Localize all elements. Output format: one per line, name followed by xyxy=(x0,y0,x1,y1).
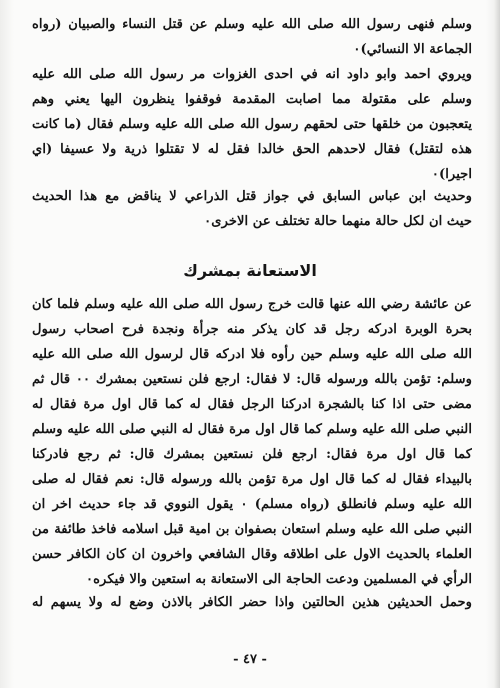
paragraph-5-line-1: وحمل الحديثين هذين الحالتين واذا حضر الكافر بالاذن وضع له ولا يسهم له xyxy=(32,595,472,610)
paragraph-4-line-7: كما قال اول مرة فقال: ارجع فلن نستعين بمشرك قال: ثم رجع فادركنا xyxy=(32,447,472,462)
paragraph-4-line-8: بالبيداء فقال له كما قال اول مرة تؤمن بالله ورسوله قال: نعم فقال له صلى xyxy=(32,472,472,487)
paragraph-4-line-3: الله صلى الله عليه وسلم حين رأوه فلا ادركه قال لرسول الله صلى الله عليه xyxy=(32,347,472,362)
paragraph-2-line-2: وسلم على مقتولة مما اصابت المقدمة فوقفوا ينظرون اليها يعني وهم xyxy=(32,92,472,107)
paragraph-4 xyxy=(32,292,472,592)
page-number: - ٤٧ - xyxy=(233,652,267,667)
paragraph-3 xyxy=(32,184,472,234)
paragraph-1 xyxy=(32,12,472,62)
paragraph-3-line-2: حيث ان لكل حالة منهما حالة تختلف عن الاخرى٠ xyxy=(204,214,472,229)
paragraph-4-line-10: النبي صلى الله عليه وسلم استعان بصفوان بن امية قبل اسلامه فاخذ طائفة من xyxy=(32,522,472,537)
paragraph-2-line-4: هذه لتقتل) فقال لاحدهم الحق خالدا فقل له لا تقتلوا ذرية ولا عسيفا (اي xyxy=(32,142,472,157)
paragraph-4-line-2: بحرة الوبرة ادركه رجل قد كان يذكر منه جرأة ونجدة فرح اصحاب رسول xyxy=(32,322,472,337)
section-heading: الاستعانة بمشرك xyxy=(183,261,317,280)
paragraph-2-line-1: ويروي احمد وابو داود انه في احدى الغزوات مر رسول الله صلى الله عليه xyxy=(32,67,472,82)
paragraph-4-line-4: وسلم: تؤمن بالله ورسوله قال: لا فقال: ارجع فلن نستعين بمشرك ٠٠ قال ثم xyxy=(32,372,472,387)
paragraph-1-line-1: وسلم فنهى رسول الله صلى الله عليه وسلم عن قتل النساء والصبيان (رواه xyxy=(32,17,472,32)
paragraph-2-line-5: اجيرا)٠ xyxy=(431,167,472,182)
paragraph-4-line-9: الله عليه وسلم فانطلق (رواه مسلم) ٠ يقول النووي قد جاء حديث اخر ان xyxy=(32,497,472,512)
paragraph-5 xyxy=(32,590,472,615)
paragraph-2-line-3: يتعجبون من خلقها حتى لحقهم رسول الله صلى الله عليه وسلم فقال (ما كانت xyxy=(32,117,472,132)
paragraph-4-line-11: العلماء بالحديث الاول على اطلاقه وقال الشافعي واخرون ان كان الكافر حسن xyxy=(32,547,472,562)
paragraph-4-line-5: مضى حتى اذا كنا بالشجرة ادركنا الرجل فقال له كما قال اول مرة فقال له xyxy=(32,397,472,412)
paragraph-3-line-1: وحديث ابن عباس السابق في جواز قتل الذراعي لا يناقض مع هذا الحديث xyxy=(32,189,472,204)
paragraph-4-line-1: عن عائشة رضي الله عنها قالت خرج رسول الله صلى الله عليه وسلم فلما كان xyxy=(32,297,472,312)
paragraph-2 xyxy=(32,62,472,187)
paragraph-1-line-2: الجماعة الا النسائي)٠ xyxy=(353,42,472,57)
paragraph-4-line-12: الرأي في المسلمين ودعت الحاجة الى الاستعانة به استعين والا فيكره٠ xyxy=(86,572,472,587)
paragraph-4-line-6: النبي صلى الله عليه وسلم كما قال اول مرة فقال له النبي صلى الله عليه وسلم xyxy=(32,422,472,437)
